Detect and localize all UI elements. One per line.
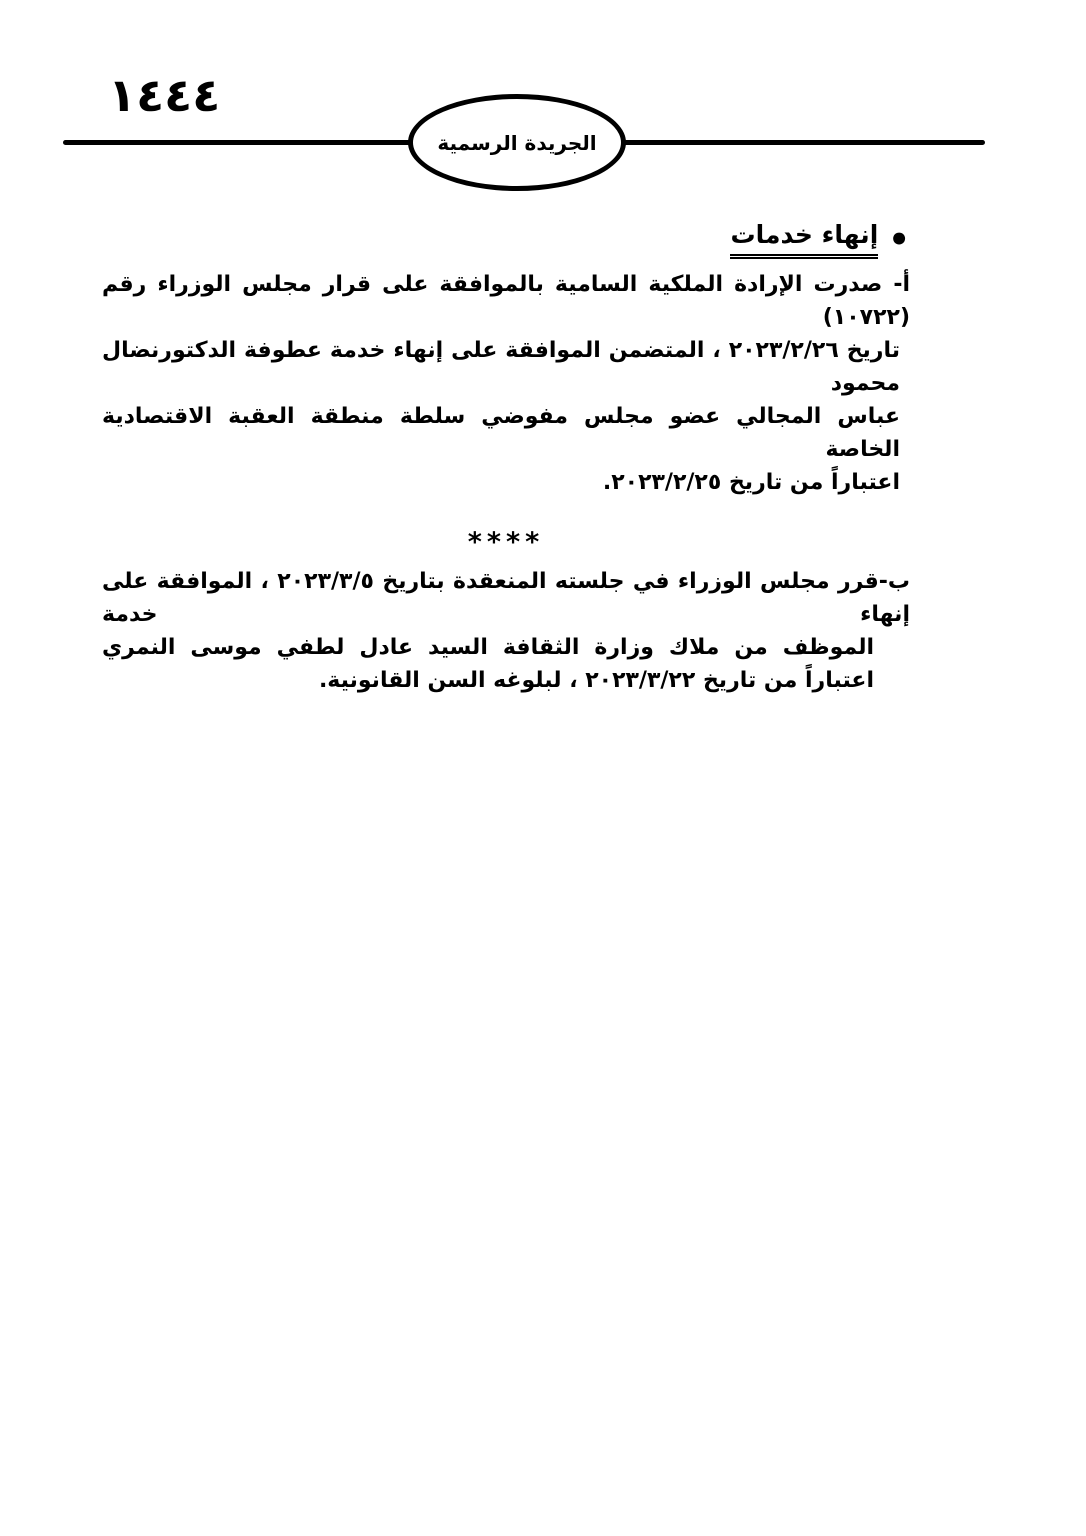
section-heading-row [102,220,910,259]
gazette-title-badge [408,94,626,191]
clause-b-line-2: الموظف من ملاك وزارة الثقافة السيد عادل لطفي موسى النمري [102,635,874,660]
clause-b-paragraph [102,565,910,697]
clause-b-line-3: اعتباراً من تاريخ ٢٠٢٣/٣/٢٢ ، لبلوغه السن القانونية. [318,668,874,693]
asterisk-separator: **** [467,527,545,558]
clause-a-line-4: اعتباراً من تاريخ ٢٠٢٣/٢/٢٥. [602,470,900,495]
clause-a-line-2: تاريخ ٢٠٢٣/٢/٢٦ ، المتضمن الموافقة على إنهاء خدمة عطوفة الدكتورنضال محمود [102,338,900,396]
page-content [102,220,910,697]
clause-b-line-1: ب-قرر مجلس الوزراء في جلسته المنعقدة بتاريخ ٢٠٢٣/٣/٥ ، الموافقة على إنهاء خدمة [102,569,910,627]
clause-a-line-3: عباس المجالي عضو مجلس مفوضي سلطة منطقة العقبة الاقتصادية الخاصة [102,404,900,462]
clause-a-paragraph [102,268,910,499]
bullet-icon: • [888,219,910,260]
gazette-title: الجريدة الرسمية [437,130,597,155]
section-heading: إنهاء خدمات [730,220,878,259]
hijri-year-page-number: ١٤٤٤ [108,68,221,122]
clause-a-line-1: أ- صدرت الإرادة الملكية السامية بالموافقة على قرار مجلس الوزراء رقم (١٠٧٢٢) [102,272,910,330]
